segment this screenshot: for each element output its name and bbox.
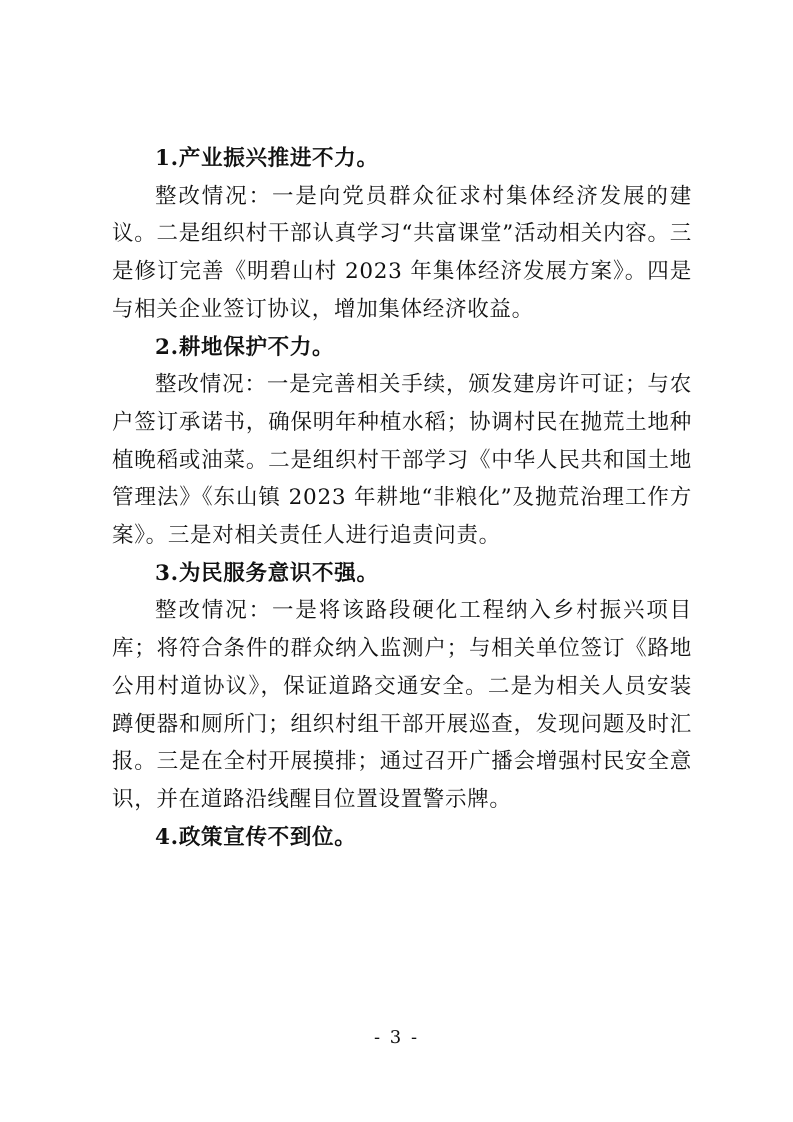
section-body-3: 整改情况：一是将该路段硬化工程纳入乡村振兴项目库；将符合条件的群众纳入监测户；与相关单位签订《路地公用村道协议》，保证道路交通安全。二是为相关人员安装蹲便器和厕所门；组织村组干部开展巡查，发现问题及时汇报。三是在全村开展摸排；通过召开广播会增强村民安全意识，并在道路沿线醒目位置设置警示牌。: [112, 598, 692, 812]
section-body-2: 整改情况：一是完善相关手续，颁发建房许可证；与农户签订承诺书，确保明年种植水稻；协调村民在抛荒土地种植晚稻或油菜。二是组织村干部学习《中华人民共和国土地管理法》《东山镇 2023 年耕地“非粮化”及抛荒治理工作方案》。三是对相关责任人进行追责问责。: [112, 372, 692, 549]
document-body: [112, 140, 692, 856]
section-heading-4: 4.政策宣传不到位。: [155, 824, 357, 850]
section-heading-2: 2.耕地保护不力。: [155, 334, 335, 360]
page-number: - 3 -: [373, 1027, 420, 1048]
section-body-1: 整改情况：一是向党员群众征求村集体经济发展的建议。二是组织村干部认真学习“共富课堂”活动相关内容。三是修订完善《明碧山村 2023 年集体经济发展方案》。四是与相关企业签订协议，增加集体经济收益。: [112, 183, 692, 322]
section-heading-3: 3.为民服务意识不强。: [155, 560, 379, 586]
section-heading-1: 1.产业振兴推进不力。: [155, 146, 379, 171]
